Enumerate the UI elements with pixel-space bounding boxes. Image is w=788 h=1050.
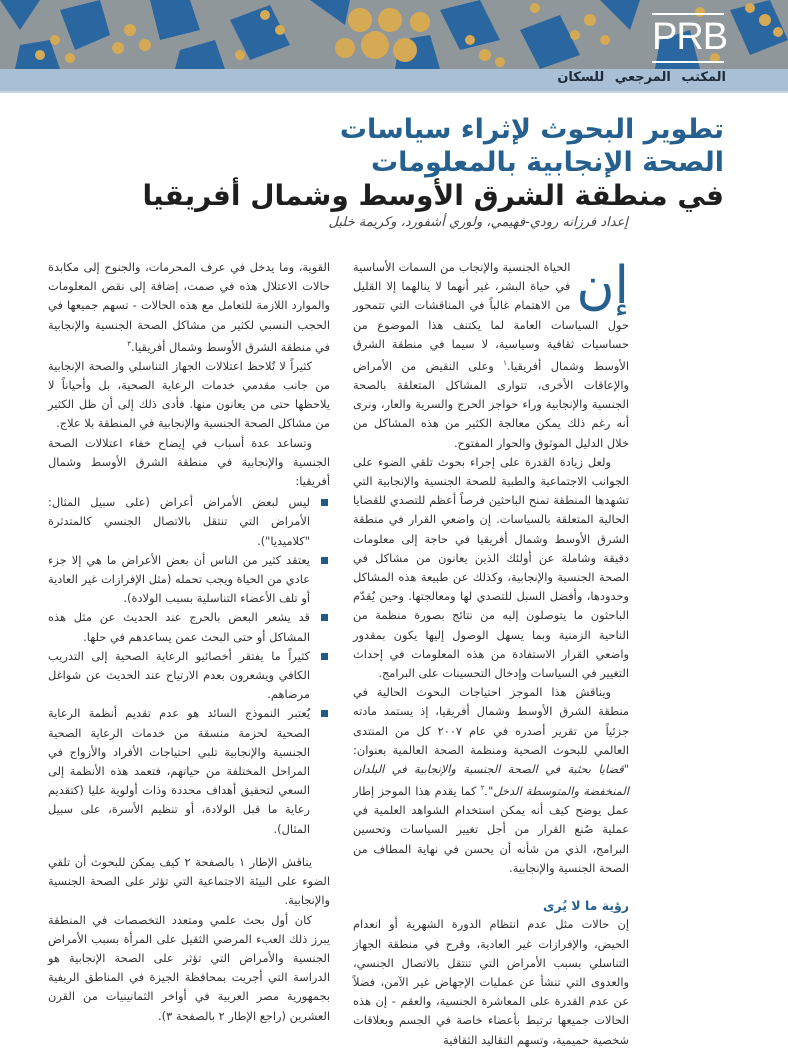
list-item: ليس لبعض الأمراض أعراض (على سبيل المثال: الأمراض التي تنتقل بالاتصال الجنسي كالمتدثرة "كلاميديا"). [48,493,310,551]
left-column [48,258,330,1026]
bullet-square-icon [321,614,328,621]
paragraph: إن حالات مثل عدم انتظام الدورة الشهرية أو انعدام الحيض، والإفرازات غير العادية، وقرح في منطقة الجهاز التناسلي بسبب الأمراض التي تنتقل بالاتصال الجنسي، والعدوى التي تنشأ عن عمليات الإجهاض غير الآمن، فضلاً عن عدم القدرة على المعاشرة الجنسية، والعقم - إن هذه الحالات جميعها ترتبط بأعضاء خاصة في الجسم وبعلاقات شخصية حميمية، وتسهم التقاليد الثقافية [353,917,629,1047]
footnote-ref: ٣ [127,339,132,348]
organization-strip [0,69,788,93]
paragraph: وتساعد عدة أسباب في إيضاح خفاء اعتلالات الصحة الجنسية والإنجابية في منطقة الشرق الأوسط وشمال أفريقيا: [48,435,330,489]
bullet-square-icon [321,499,328,506]
title-line-2: الصحة الإنجابية بالمعلومات [371,147,724,178]
bullet-square-icon [321,710,328,717]
organization-name: المكتب المرجعي للسكان [557,70,726,85]
title-line-1: تطوير البحوث لإثراء سياسات [339,114,724,145]
bullet-square-icon [321,653,328,660]
paragraph: كان أول بحث علمي ومتعدد التخصصات في المنطقة يبرز ذلك العبء المرضي الثقيل على المرأة بسبب الأمراض الجنسية والأمراض التي تؤثر على الصحة الإنجابية هو الدراسة التي أجريت بمحافظة الجيزة في المناطق الريفية بجمهورية مصر العربية في أواخر الثمانينيات من القرن العشرين (راجع الإطار ٢ بالصفحة ٣). [48,912,330,1023]
paragraph: كثيراً لا تُلاحظ اعتلالات الجهاز التناسلي والصحة الإنجابية من جانب مقدمي خدمات الرعاية الصحية، بل وأحياناً لا يلاحظها حتى من يعانون منها. فأدى ذلك إلى أن ظل الكثير من مشاكل الصحة الجنسية والإنجابية في المنطقة بلا علاج. [48,358,330,431]
title-line-3: في منطقة الشرق الأوسط وشمال أفريقيا [142,179,724,212]
header-banner-mosaic [0,0,788,69]
drop-cap: إن [576,256,629,316]
paragraph: يناقش الإطار ١ بالصفحة ٢ كيف يمكن للبحوث أن تلقي الضوء على البيئة الاجتماعية التي تؤثر على الصحة الجنسية والإنجابية. [48,854,330,908]
footnote-ref: ١ [503,359,507,368]
paragraph: ولعل زيادة القدرة على إجراء بحوث تلقي الضوء على الجوانب الاجتماعية والطبية للصحة الجنسية والإنجابية التي تشهدها المنطقة تمنح الباحثين فرصاً أعظم للتصدي للقضايا الحالية المتعلقة بالسياسات. إن واضعي القرار في منطقة الشرق الأوسط وشمال أفريقيا في حاجة إلى معلومات دقيقة وشاملة عن أولئك الذين يعانون من مشاكل في الصحة الجنسية والإنجابية، وكذلك عن طبيعة هذه المشاكل وحدودها، وأفضل السبل للتصدي لها ومعالجتها. وحين يُقدّم الباحثون ما يتوصلون إليه من نتائج بصورة منظمة من الناحية الزمنية وبما يسهل الوصول إليها يكون بمقدور واضعي القرار الاستفادة من هذه المعلومات في إحداث التغيير في السياسات وإدخال التحسينات على البرامج. [353,454,629,681]
footnote-ref: ٢ [480,784,485,793]
right-column [353,258,629,1050]
byline: إعداد فرزانه رودي-فهيمي، ولوري أشفورد، وكريمة خليل [328,215,628,230]
bullet-square-icon [321,557,328,564]
list-item: يعتقد كثير من الناس أن بعض الأعراض ما هي إلا جزء عادي من الحياة ويجب تحمله (مثل الإفرازات غير العادية أو تلف الأعضاء التناسلية بسبب الولادة). [48,551,310,609]
list-item: يُعتبر النموذج السائد هو عدم تقديم أنظمة الرعاية الصحية لحزمة منسقة من خدمات الرعاية الصحية الجنسية والإنجابية تلبي احتياجات الأفراد والأزواج في المراحل المختلفة من حياتهم، فتعمد هذه الأنظمة إلى السعي لتحقيق أهداف محددة وذات أولوية عليا (كتقديم رعاية ما قبل الولادة، أو تنظيم الأسرة، على سبيل المثال). [48,704,310,838]
spacer [48,839,330,853]
bullet-list [48,493,330,839]
report-title: "قضايا بحثية في الصحة الجنسية والإنجابية في البلدان المنخفضة والمتوسطة الدخل". [353,762,629,799]
paragraph: القوية، وما يدخل في عرف المحرمات، والجنوح إلى مكابدة حالات الاعتلال هذه في صمت، إضافة إلى نقص المعلومات والموارد اللازمة للتعامل مع هذه الحالات - تسهم جميعها في الحجب النسبي لكثير من مشاكل الصحة الجنسية والإنجابية في منطقة الشرق الأوسط وشمال أفريقيا.$^٣$ [48,260,330,354]
list-item: كثيراً ما يفتقر أخصائيو الرعاية الصحية إلى التدريب الكافي ويشعرون بعدم الارتياح عند الحديث عن شواغل مرضاهم. [48,647,310,705]
paragraph: ويناقش هذا الموجز احتياجات البحوث الحالية في منطقة الشرق الأوسط وشمال أفريقيا، إذ يستمد مادته جزئياً من تقرير أصدره في عام ٢٠٠٧ كل من المنتدى العالمي للبحوث الصحية ومنظمة الصحة العالمية بعنوان: "قضايا بحثية في الصحة الجنسية والإنجابية في البلدان المنخفضة والمتوسطة الدخل".$^٢$ كما يقدم هذا الموجز إطار عمل يوضح كيف أنه يمكن استخدام الشواهد العلمية في عملية صُنع القرار من أجل تغيير السياسات وتحسين البرامج، الذي من شأنه أن يحسن في نهاية المطاف من الصحة الجنسية والإنجابية. [353,685,629,875]
prb-logo: PRB [652,13,724,63]
article-title [143,113,724,212]
paragraph: إن الحياة الجنسية والإنجاب من السمات الأساسية في حياة البشر، غير أنهما لا ينالهما إلا القليل من الاهتمام غالباً في المناقشات التي تتمحور حول السياسات العامة لما يكتنف هذا الموضوع من حساسيات ثقافية وسياسية، لا سيما في منطقة الشرق الأوسط وشمال أفريقيا.$^١$ وعلى النقيض من الأمراض والإعاقات الأخرى، تتوارى المشاكل المتعلقة بالصحة الجنسية والإنجابية وراء حواجز الحرج والسرية والعار، ونرى أنه رغم ذلك يمكن معالجة الكثير من هذه المشاكل من خلال الدليل الموثوق والحوار المفتوح. [353,256,629,450]
section-heading: رؤية ما لا يُرى [543,898,629,914]
list-item: قد يشعر البعض بالحرج عند الحديث عن مثل هذه المشاكل أو حتى البحث عمن يساعدهم في حلها. [48,608,310,646]
